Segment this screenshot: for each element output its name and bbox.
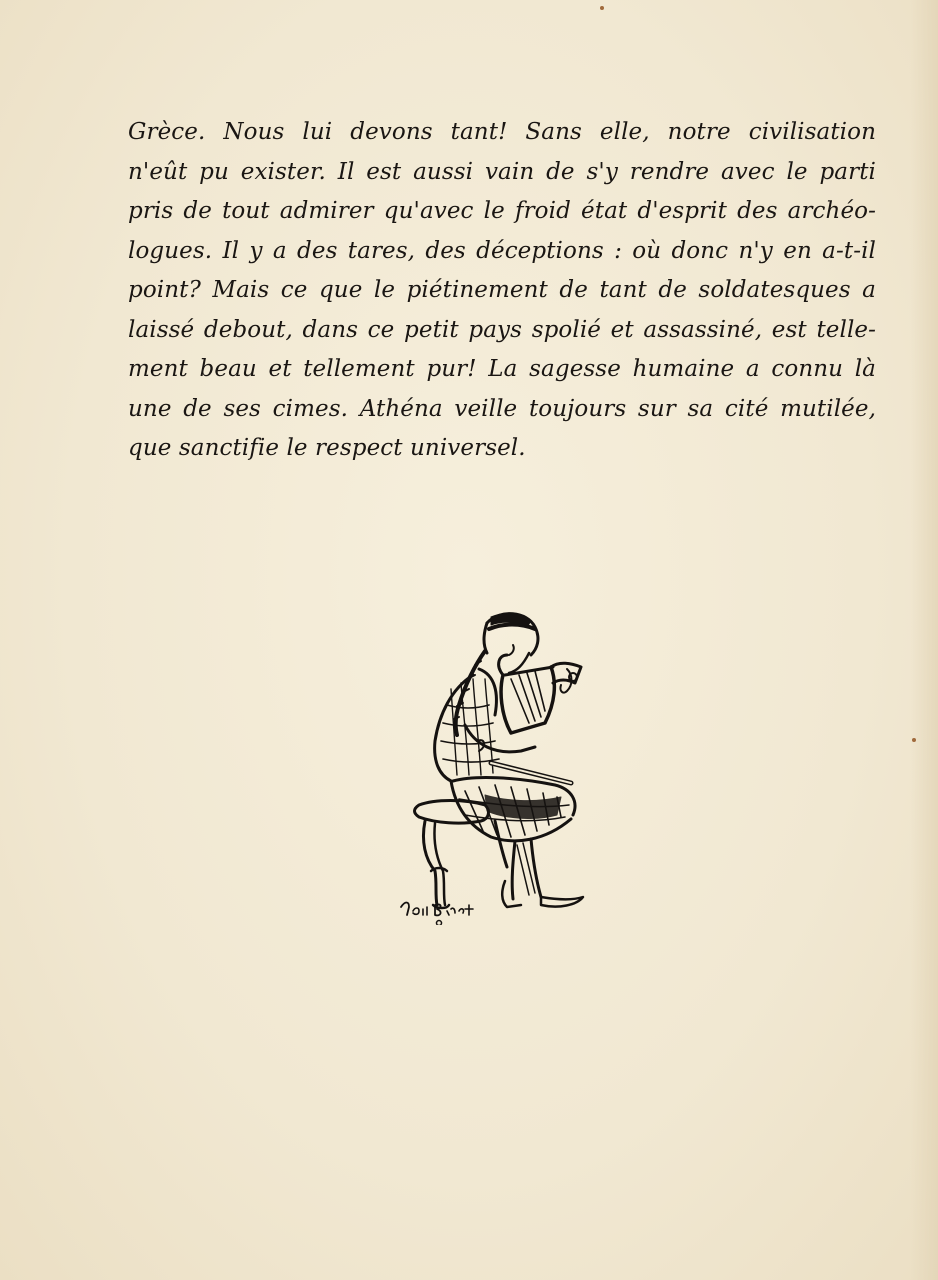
body-paragraph [128, 113, 876, 469]
text-line: laissé debout, dans ce petit pays spolié et assassiné, est telle- [128, 316, 876, 343]
text-line: n'eût pu exister. Il est aussi vain de s'y rendre avec le parti [128, 158, 876, 185]
text-line: point? Mais ce que le piétinement de tant de soldatesques a [128, 277, 876, 303]
text-line: pris de tout admirer qu'avec le froid état d'esprit des archéo- [128, 198, 876, 224]
text-line: une de ses cimes. Athéna veille toujours sur sa cité mutilée, [128, 395, 876, 422]
paper-speck [600, 6, 604, 10]
text-line: ment beau et tellement pur! La sagesse humaine a connu là [128, 356, 876, 382]
lyre-player-illustration [395, 605, 595, 925]
page-edge-shadow [910, 0, 938, 1280]
text-line: Grèce. Nous lui devons tant! Sans elle, notre civilisation [128, 119, 876, 145]
text-line: que sanctifie le respect universel. [128, 435, 526, 461]
text-line: logues. Il y a des tares, des déceptions : où donc n'y en a-t-il [128, 237, 876, 264]
seated-lyre-player-icon [395, 605, 595, 925]
paper-speck [912, 738, 916, 742]
